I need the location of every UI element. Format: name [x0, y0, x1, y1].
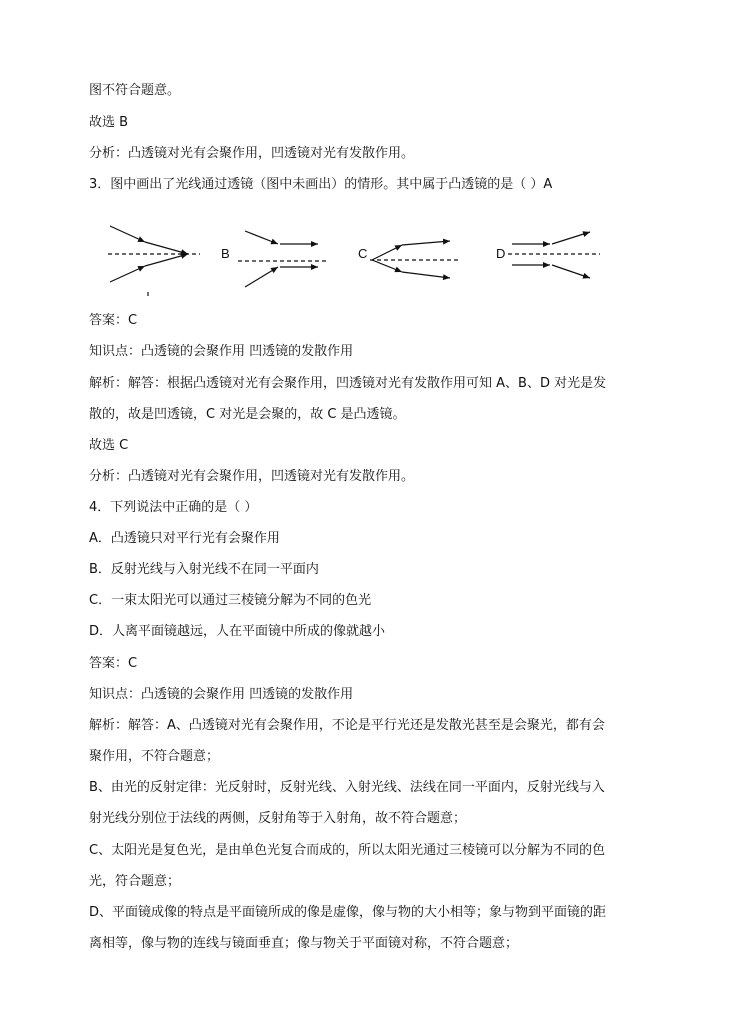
label-c: C — [358, 246, 368, 261]
answer: 答案：C — [89, 313, 138, 328]
text-line: D、平面镜成像的特点是平面镜所成的像是虚像，像与物的大小相等；象与物到平面镜的距 — [89, 905, 607, 920]
text-line: 聚作用，不符合题意； — [89, 749, 220, 764]
text-line: 解析：解答：根据凸透镜对光有会聚作用，凹透镜对光有发散作用可知 A、B、D 对光是发 — [89, 376, 607, 391]
question-4: 4．下列说法中正确的是（ ） — [89, 500, 258, 515]
knowledge-point: 知识点：凸透镜的会聚作用 凹透镜的发散作用 — [89, 687, 354, 702]
ray-diagrams — [100, 214, 620, 304]
text-line: 图不符合题意。 — [89, 83, 181, 98]
diagram-b — [238, 231, 328, 287]
text-line: 分析：凸透镜对光有会聚作用，凹透镜对光有发散作用。 — [89, 146, 415, 161]
lens-ray-figure — [100, 214, 620, 304]
label-b: B — [221, 246, 230, 261]
text-line: 故选 C — [89, 438, 129, 453]
diagram-c — [370, 241, 460, 278]
knowledge-point: 知识点：凸透镜的会聚作用 凹透镜的发散作用 — [89, 344, 354, 359]
answer: 答案：C — [89, 656, 138, 671]
text-line: 解析：解答：A、凸透镜对光有会聚作用，不论是平行光还是发散光甚至是会聚光，都有会 — [89, 718, 605, 733]
text-line: B、由光的反射定律：光反射时，反射光线、入射光线、法线在同一平面内，反射光线与入 — [89, 780, 605, 795]
label-d: D — [496, 246, 506, 261]
text-line: 分析：凸透镜对光有会聚作用，凹透镜对光有发散作用。 — [89, 469, 415, 484]
text-line: 离相等，像与物的连线与镜面垂直；像与物关于平面镜对称，不符合题意； — [89, 936, 519, 951]
question-3: 3．图中画出了光线通过透镜（图中未画出）的情形。其中属于凸透镜的是（ ）A — [89, 177, 553, 192]
text-line: 故选 B — [89, 115, 129, 130]
text-line: 散的，故是凹透镜，C 对光是会聚的，故 C 是凸透镜。 — [89, 407, 406, 422]
option-d: D．人离平面镜越远，人在平面镜中所成的像就越小 — [89, 624, 386, 639]
diagram-d — [508, 232, 600, 278]
text-line: 射光线分别位于法线的两侧，反射角等于入射角，故不符合题意； — [89, 811, 467, 826]
text-line: 光，符合题意； — [89, 874, 181, 889]
option-c: C．一束太阳光可以通过三棱镜分解为不同的色光 — [89, 593, 372, 608]
diagram-a — [108, 226, 200, 296]
option-b: B．反射光线与入射光线不在同一平面内 — [89, 562, 319, 577]
text-line: C、太阳光是复色光，是由单色光复合而成的，所以太阳光通过三棱镜可以分解为不同的色 — [89, 843, 606, 858]
option-a: A．凸透镜只对平行光有会聚作用 — [89, 531, 280, 546]
